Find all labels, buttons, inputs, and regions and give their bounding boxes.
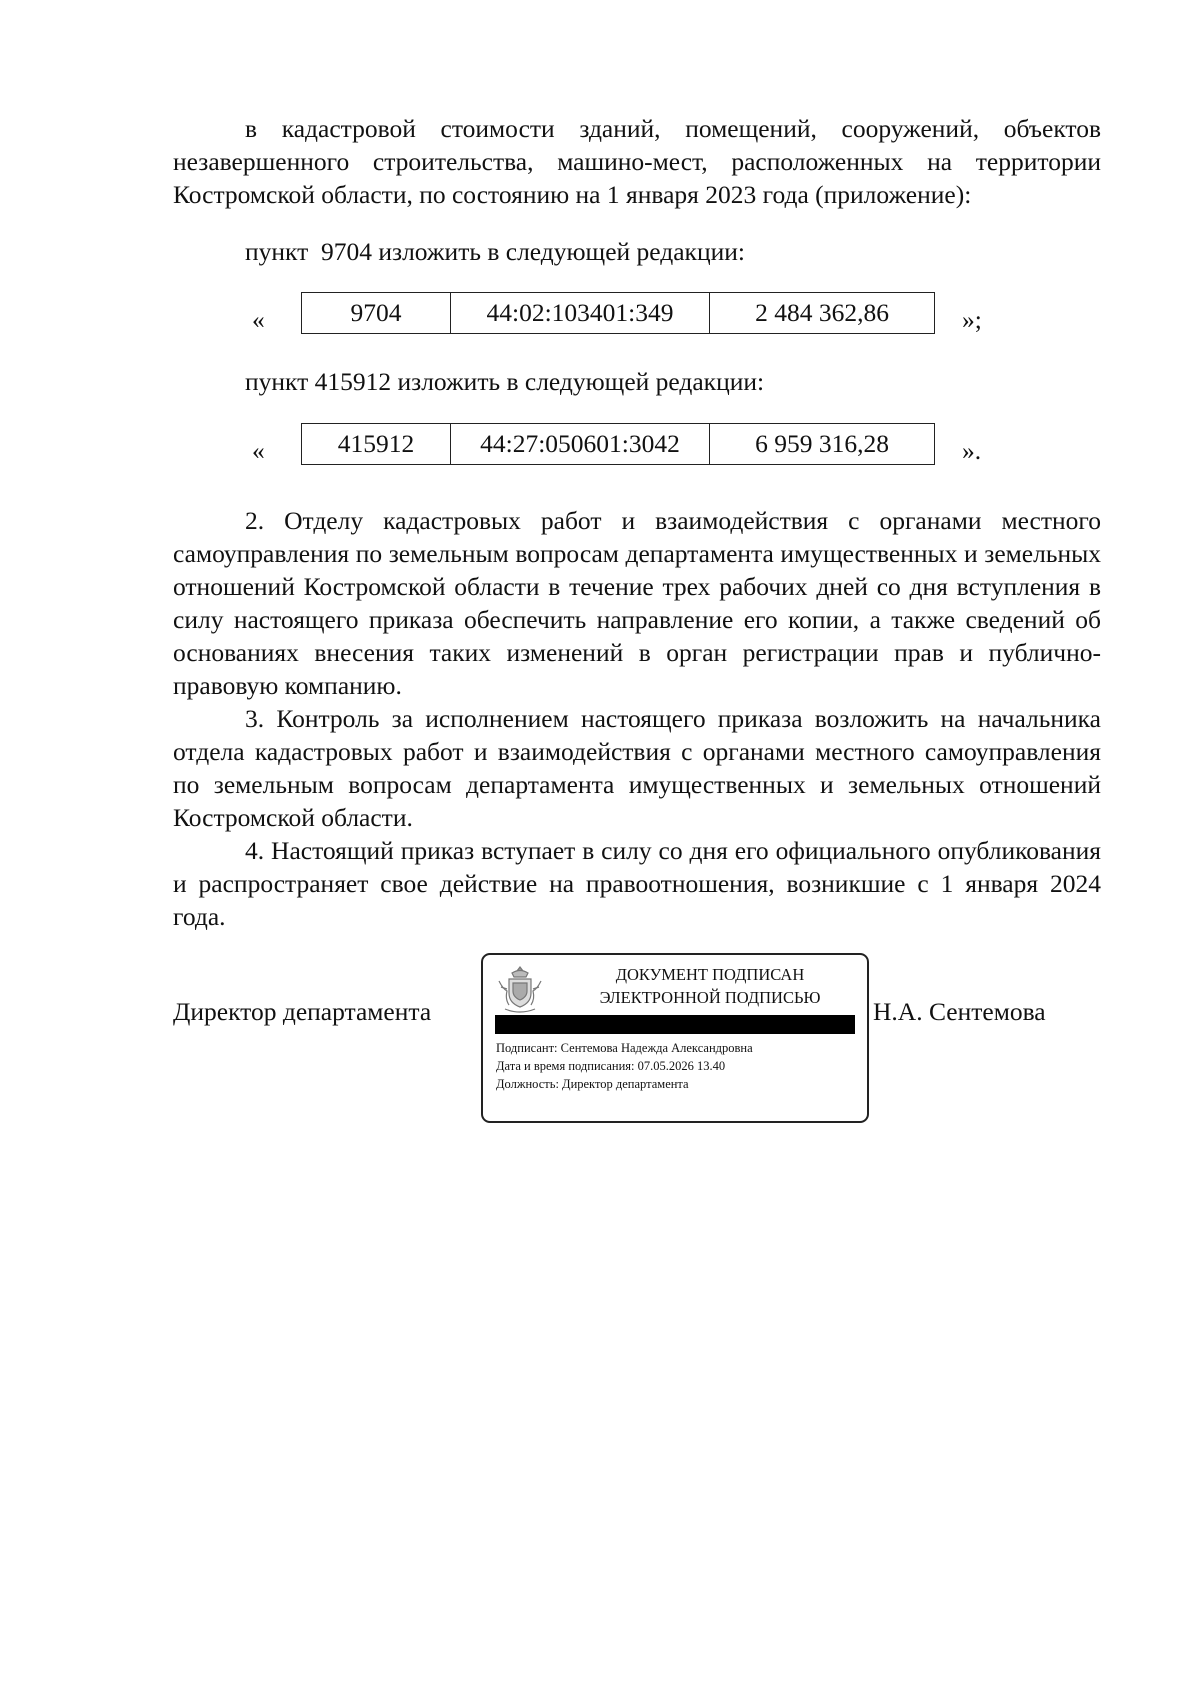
signer-position: Директор департамента bbox=[173, 997, 432, 1026]
record2-close-quote: ». bbox=[962, 436, 982, 465]
stamp-black-bar bbox=[495, 1015, 855, 1034]
record2-number: 415912 bbox=[302, 424, 451, 465]
record1-number: 9704 bbox=[302, 293, 451, 334]
paragraph-3: 3. Контроль за исполнением настоящего приказа возложить на начальника отдела кадастровых работ и взаимодействия с органами местного самоуправления по земельным вопросам департамента имущественных и земельных отношений Костромской области. bbox=[173, 704, 1101, 832]
record2-cadastral-number: 44:27:050601:3042 bbox=[451, 424, 710, 465]
record2-table bbox=[301, 423, 935, 465]
paragraph-4: 4. Настоящий приказ вступает в силу со дня его официального опубликования и распространяет свое действие на правоотношения, возникшие с 1 января 2024 года. bbox=[173, 836, 1101, 931]
stamp-datetime: Дата и время подписания: 07.05.2026 13.40 bbox=[496, 1059, 726, 1073]
intro-text-block bbox=[173, 112, 1101, 211]
item2-heading: пункт 415912 изложить в следующей редакции: bbox=[245, 367, 765, 396]
paragraph-2: 2. Отделу кадастровых работ и взаимодействия с органами местного самоуправления по земельным вопросам департамента имущественных и земельных отношений Костромской области в течение трех рабочих дней со дня вступления в силу настоящего приказа обеспечить направление его копии, а также сведений об основаниях внесения таких изменений в орган регистрации прав и публично-правовую компанию. bbox=[173, 506, 1101, 700]
record1-cadastral-number: 44:02:103401:349 bbox=[451, 293, 710, 334]
stamp-title-line2: ЭЛЕКТРОННОЙ ПОДПИСЬЮ bbox=[599, 988, 821, 1007]
body-text-block bbox=[173, 504, 1101, 933]
electronic-signature-stamp bbox=[481, 953, 869, 1123]
record1-table bbox=[301, 292, 935, 334]
record2-open-quote: « bbox=[252, 436, 265, 465]
record1-cadastral-value: 2 484 362,86 bbox=[710, 293, 935, 334]
record1-open-quote: « bbox=[252, 305, 265, 334]
item1-heading: пункт 9704 изложить в следующей редакции: bbox=[245, 237, 745, 266]
stamp-details bbox=[496, 1039, 753, 1093]
signer-name: Н.А. Сентемова bbox=[873, 997, 1046, 1026]
intro-paragraph: в кадастровой стоимости зданий, помещений, сооружений, объектов незавершенного строительства, машино-мест, расположенных на территории Костромской области, по состоянию на 1 января 2023 года (приложение): bbox=[173, 114, 1101, 209]
stamp-title-line1: ДОКУМЕНТ ПОДПИСАН bbox=[615, 965, 805, 984]
record1-close-quote: »; bbox=[962, 305, 982, 334]
stamp-title bbox=[563, 963, 857, 1009]
stamp-role: Должность: Директор департамента bbox=[496, 1077, 689, 1091]
record2-cadastral-value: 6 959 316,28 bbox=[710, 424, 935, 465]
stamp-signer: Подписант: Сентемова Надежда Александровна bbox=[496, 1041, 753, 1055]
coat-of-arms-icon bbox=[495, 963, 545, 1015]
table-row bbox=[302, 424, 935, 465]
table-row bbox=[302, 293, 935, 334]
